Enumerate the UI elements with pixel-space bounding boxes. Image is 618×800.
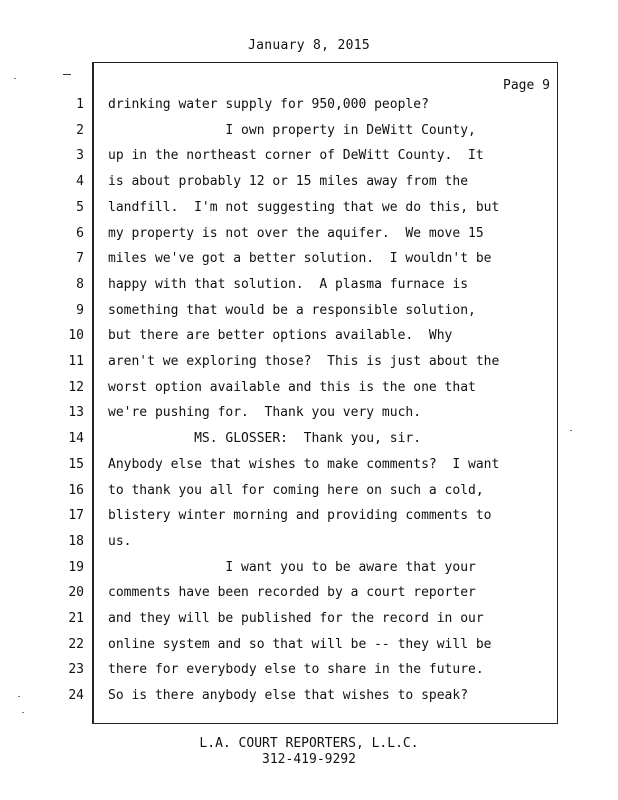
transcript-line xyxy=(0,610,618,636)
court-reporter-phone: 312-419-9292 xyxy=(262,752,356,767)
line-text: and they will be published for the record in our xyxy=(108,611,484,626)
line-text: miles we've got a better solution. I wouldn't be xyxy=(108,251,492,267)
line-number: 14 xyxy=(68,431,84,447)
transcript-footer xyxy=(0,736,618,768)
line-text: my property is not over the aquifer. We move 15 xyxy=(108,225,484,241)
line-number: 18 xyxy=(68,533,84,549)
transcript-line xyxy=(0,430,618,456)
transcript-line xyxy=(0,482,618,508)
transcript-line xyxy=(0,636,618,662)
margin-tick xyxy=(63,74,71,75)
line-text: up in the northeast corner of DeWitt County. It xyxy=(108,148,484,164)
line-number: 11 xyxy=(68,354,84,369)
line-number: 7 xyxy=(76,251,84,267)
line-number: 19 xyxy=(68,559,84,575)
transcript-line xyxy=(0,379,618,405)
line-text: I own property in DeWitt County, xyxy=(108,122,476,138)
line-text: landfill. I'm not suggesting that we do this, but xyxy=(108,199,500,215)
line-number: 9 xyxy=(76,302,84,318)
transcript-line xyxy=(0,96,618,122)
line-number: 8 xyxy=(76,276,84,292)
line-text: happy with that solution. A plasma furnace is xyxy=(108,276,469,292)
line-number: 5 xyxy=(76,199,84,215)
line-text: I want you to be aware that your xyxy=(108,559,476,575)
line-text: Anybody else that wishes to make comments? I want xyxy=(108,456,500,472)
transcript-line xyxy=(0,456,618,482)
scan-speck xyxy=(22,712,24,713)
line-text: there for everybody else to share in the future. xyxy=(108,662,484,678)
line-number: 24 xyxy=(68,688,84,704)
line-number: 13 xyxy=(68,405,84,421)
line-number: 10 xyxy=(68,328,84,344)
transcript-line xyxy=(0,507,618,533)
line-text: but there are better options available. Why xyxy=(108,328,453,344)
line-text: MS. GLOSSER: Thank you, sir. xyxy=(108,431,422,447)
line-number: 15 xyxy=(68,456,84,472)
line-number: 20 xyxy=(68,585,84,601)
transcript-line xyxy=(0,122,618,148)
transcript-line xyxy=(0,199,618,225)
line-text: we're pushing for. Thank you very much. xyxy=(108,405,422,421)
transcript-line xyxy=(0,584,618,610)
line-number: 21 xyxy=(68,611,84,626)
scan-speck xyxy=(570,430,572,431)
line-number: 6 xyxy=(76,225,84,241)
transcript-line xyxy=(0,404,618,430)
line-text: comments have been recorded by a court reporter xyxy=(108,585,476,601)
line-number: 16 xyxy=(68,482,84,498)
line-text: aren't we exploring those? This is just about the xyxy=(108,354,500,369)
transcript-line xyxy=(0,302,618,328)
page-number-label: Page 9 xyxy=(503,78,550,93)
line-number: 2 xyxy=(76,122,84,138)
line-number: 4 xyxy=(76,174,84,190)
line-text: us. xyxy=(108,533,132,549)
line-text: is about probably 12 or 15 miles away from the xyxy=(108,174,469,190)
line-text: worst option available and this is the one that xyxy=(108,379,476,395)
transcript-line xyxy=(0,533,618,559)
line-number: 1 xyxy=(76,97,84,112)
transcript-header-date: January 8, 2015 xyxy=(248,38,370,53)
line-text: to thank you all for coming here on such a cold, xyxy=(108,482,484,498)
line-text: blistery winter morning and providing comments to xyxy=(108,508,492,524)
transcript-line xyxy=(0,173,618,199)
line-text: online system and so that will be -- they will be xyxy=(108,636,492,652)
line-number: 17 xyxy=(68,508,84,524)
line-number: 12 xyxy=(68,379,84,395)
scan-speck xyxy=(18,696,20,697)
line-number: 22 xyxy=(68,636,84,652)
scan-speck xyxy=(14,78,16,79)
line-text: So is there anybody else that wishes to speak? xyxy=(108,688,469,704)
transcript-line xyxy=(0,225,618,251)
line-text: something that would be a responsible solution, xyxy=(108,302,476,318)
transcript-line xyxy=(0,250,618,276)
transcript-line xyxy=(0,353,618,379)
line-number: 3 xyxy=(76,148,84,164)
transcript-line xyxy=(0,661,618,687)
transcript-line xyxy=(0,559,618,585)
transcript-line xyxy=(0,687,618,713)
court-reporter-company: L.A. COURT REPORTERS, L.L.C. xyxy=(199,736,419,751)
transcript-line xyxy=(0,147,618,173)
line-text: drinking water supply for 950,000 people? xyxy=(108,97,429,112)
transcript-line xyxy=(0,327,618,353)
transcript-line xyxy=(0,276,618,302)
line-number: 23 xyxy=(68,662,84,678)
